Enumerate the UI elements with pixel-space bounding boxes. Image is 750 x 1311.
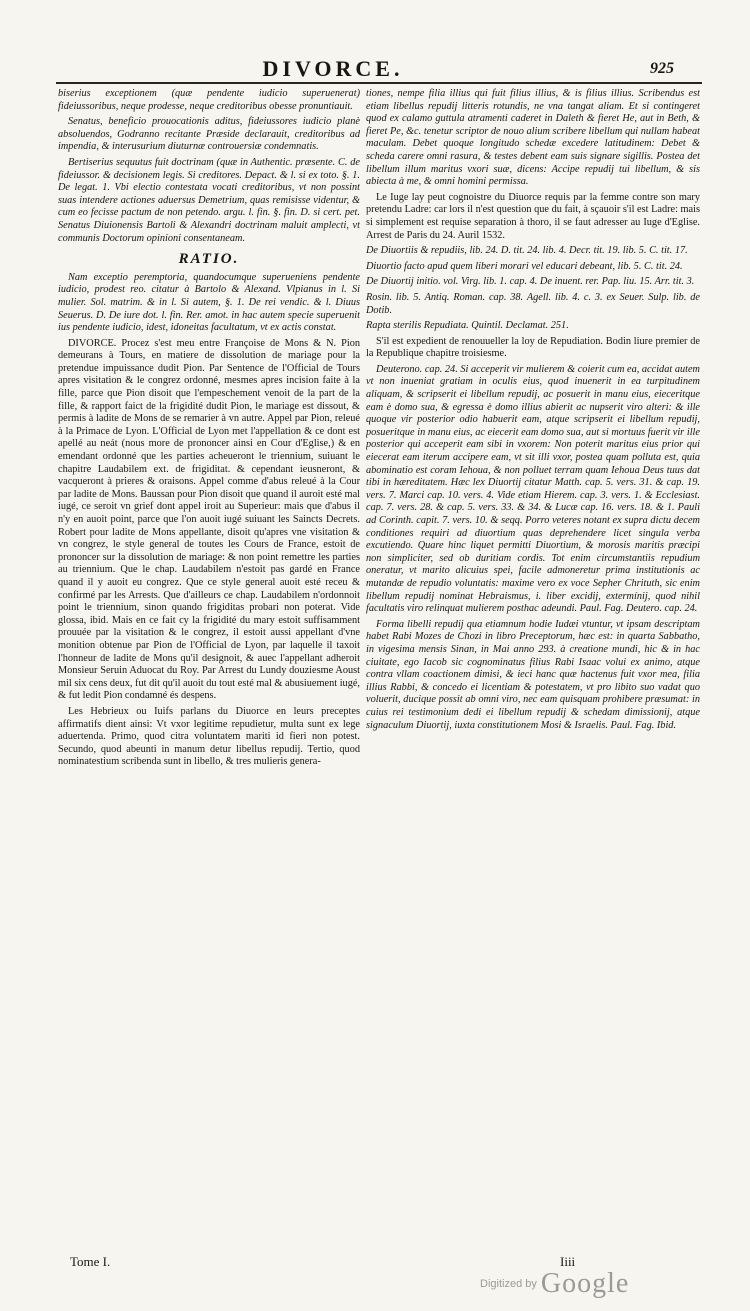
reference-line: De Diuortiis & repudiis, lib. 24. D. tit. 24. lib. 4. Decr. tit. 19. lib. 5. C. tit. 17.	[366, 245, 688, 257]
google-logo: Google	[540, 1268, 630, 1299]
paragraph	[58, 338, 360, 703]
footer-signature: Iiii	[560, 1254, 576, 1269]
paragraph: Deuterono. cap. 24. Si acceperit vir mulierem & coierit cum ea, accidat autem vt non inueniat gratiam in oculis eius, quod inuenerit in ea turpitudinem aliquam, & scripserit ei libellum repudij, ac posuerit in manu eius, eieceritque eam è domo sua, & egressa è domo illius abierit ac nupserit viro alteri: & ille quoque vir posterior odio habuerit eam, atque scripserit ei libellum repudij, posueritque in manu eius, ac eiecerit eam domo sua, aut si mortuus fuerit vir ille posterior qui acceperit eam sibi in vxorem: Non poterit maritus eius prior qui eiecerat eam iterum accipere eam, vt sit illi vxor, postea quam polluta est, quia abominatio est coram Iehoua, & non polluet terram quam Iehoua Deus tuus dat tibi in hæreditatem. Hæc lex Diuortij citatur Matth. cap. 5. vers. 31. & cap. 19. vers. 7. Marci cap. 10. vers. 4. Vide etiam Hierem. cap. 3. vers. 1. & Ecclesiast. cap. 7. vers. 28. & cap. 5. vers. 33. & 34. & Lucæ cap. 16. vers. 18. & 1. Pauli ad Corinth. capit. 7. vers. 10. & seqq. Porro veteres notant ex supra dictu decem conditiones requiri ad diuortium quas deprehendere licet singula verba excutiendo. Quare hinc liquet permitti Diuortium, & morosis maritis præcipi non simpliciter, sed ob duritiam cordis. Tot enim circumstantiis repudium oneratur, vt marito alicuius spei, facile admoneretur prima institutionis ac mutandæ de repudio voluntatis: maxime vero ex voce Sepher Chrituth, sic enim libellum repudij nominat Hebraismus, i. liber excidij, extermínij, quod nihil facultatis viro relinquat mulierem posthac adeundi. Paul. Fag. Deutero. cap. 24.	[366, 363, 700, 615]
digitized-watermark	[480, 1268, 629, 1300]
running-head-title: DIVORCE.	[262, 56, 404, 81]
reference-line: De Diuortij initio. vol. Virg. lib. 1. cap. 4. De inuent. rer. Pap. liu. 15. Arr. tit. 3.	[366, 276, 695, 288]
reference-line: Diuortio facto apud quem liberi morari vel educari debeant, lib. 5. C. tit. 24.	[366, 260, 683, 272]
reference-line: Rosin. lib. 5. Antiq. Roman. cap. 38. Agell. lib. 4. c. 3. ex Seuer. Sulp. lib. de Dotib.	[366, 291, 700, 316]
lead-word: DIVORCE.	[68, 337, 117, 349]
left-column	[58, 88, 360, 1273]
paragraph: S'il est expedient de renouueller la loy de Repudiation. Bodin liure premier de la Republique chapitre troisiesme.	[366, 335, 700, 360]
paragraph: Les Hebrieux ou Iuifs parlans du Diuorce en leurs preceptes affirmatifs dient ainsi: Vt vxor legitime repudietur, multa sunt ex lege aduertenda. Primo, quod citra voluntatem mariti id fieri non potest. Secundo, quod abeunti in manum detur libellus repudij. Tertio, quod nominatestium scribenda sunt in libello, & tres mulieris genera-	[58, 705, 360, 768]
paragraph: Le Iuge lay peut cognoistre du Diuorce requis par la femme contre son mary pretendu Ladre: car lors il n'est question que du fait, à sçauoir s'il est Ladre: mais si simplement est requise separation à thoro, il se faut adresser au Iuge d'Eglise. Arrest de Paris du 24. Auril 1532.	[366, 191, 700, 241]
paragraph: Nam exceptio peremptoria, quandocumque superueniens pendente iudicio, prodest reo. citatur à Bartolo & Alexand. Vlpianus in l. Si mulier. Sol. matrim. & in l. Si autem, §. 1. De rei vendic. & l. Diuus Seuerus. D. De iure dot. l. fin. Rer. amot. in hac autem specie superuenit ius pendente iudicio, idest, idoneitas facultatum, vt ex actis constat.	[58, 271, 360, 334]
page-number: 925	[650, 60, 674, 77]
right-column	[366, 88, 700, 1273]
header-rule	[56, 82, 702, 84]
watermark-prefix: Digitized by	[480, 1278, 537, 1290]
paragraph: Senatus, beneficio prouocationis aditus, fideiussores iudicio planè absoluendos, Godranno recitante Præside declarauit, creditoribus ad impendia, & interusurium diuturnæ controuersiæ condemnatis.	[58, 116, 360, 153]
reference-line: Rapta sterilis Repudiata. Quintil. Declamat. 251.	[366, 320, 569, 332]
paragraph: Bertiserius sequutus fuit doctrinam (quæ in Authentic. præsente. C. de fideiussor. & decisionem legis. Si creditores. Depact. & l. si ex toto. §. 1. De legat. 1. Vbi electio contestata vocati creditoribus, vt non possint suas intendere actiones aduersus Demetrium, quas remisisse videntur, & cum eo fecisse pactum de non petendo. argu. l. fin. §. fin. D. si cert. pet. Senatus Diuionensis Bartoli & Alexandri doctrinam maluit amplecti, vt communis Doctorum opinioni consentaneam.	[58, 156, 360, 244]
paragraph: biserius exceptionem (quæ pendente iudicio superuenerat) fideiussoribus, neque prodesse, neque creditoribus obesse pronuntiauit.	[58, 88, 360, 112]
paragraph-text: Procez s'est meu entre Françoise de Mons & N. Pion demeurans à Tours, en matiere de dissolution de mariage pour la pretendue impuissance dudit Pion. Par Sentence de l'Official de Tours apres visitation & le congrez ordonné, mesmes apres incision faite à la fille, parce que Pion disoit que l'empeschement venoit de la part de la fille, & rapport faict de la frigidité dudit Pion, le mariage est dissout, & permis à ladite de Mons de se remarier à vn autre. Appel par Pion, releué à la Primace de Lyon. L'Official de Lyon met l'appellation & ce dont est apellé au neát (nous more de prononcer ainsi en Cour d'Eglise,) & en emendant ordonné que les parties acheueront le triennium, suiuant le chapitre Laudabilem ext. de frigiditat. & cependant ieusneront, & vacqueront à prieres & oraisons. Appel comme d'abus releué à la Cour par ladite de Mons. Baussan pour Pion disoit que quand il auroit esté mal iugé, ce seroit vn grief dont appel iroit au Superieur: mais que d'abus il n'y en auoit point, parce que l'on auoit iugé suiuant les Saincts Decrets. Robert pour ladite de Mons appellante, disoit qu'apres vne visitation & vn congrez, le style general de toutes les Cours de France, estoit de prononcer sur la dissolution de mariage: & non point remettre les parties au triennium. Que le chap. Laudabilem n'estoit pas gardé en France quand il y auoit eu congrez. Que ce style general auoit esté receu & confirmé par les Arrests. Que d'ailleurs ce chap. Laudabilem n'ordonnoit point le triennium, sinon quando frigiditas probari non poterat. Vide glossa, ibid. Mais en ce fait cy la frigidité du mary estoit suffisamment prouuée par la visitation & le congrez, il estoit aussi appellant d'vne monition obtenue par Pion de l'Official de Lyon, par laquelle il taxoit l'honneur de ladite de Mons qu'il designoit, & auec l'appellant adheroit Monsieur Seruin Aduocat du Roy. Par Arrest du Lundy douziesme Aoust mil six cens deux, fut dit qu'il auoit du tout esté mal & abusiuement iugé, & fut ledit Pion condamné és despens.	[58, 337, 360, 702]
section-heading-ratio: RATIO.	[178, 251, 240, 268]
paragraph: Forma libelli repudij qua etiamnum hodie Iudæi vtuntur, vt ipsam descriptam habet Rabi Mozes de Chozi in libro Preceptorum, hæc est: in quarta Sabbatho, in vigesima mensis Sinan, in Mai anno 293. à creatione mundi, hic & in hac ciuitate, ego Iacob sic cognominatus filius Rabi Isaac volui ex animo, atque contra vllam coactionem dimisi, & ieci hanc quæ hactenus fuit vxor mea, filia illius Rabbi, & concedo ei licentiam & potestatem, vt pro libito suo vadat quo voluerit, ducique possit ab omni viro, nec eam quisquam prohibere præsumat: in cuius rei testimonium dedi ei libellum repudij & schedam dimissionij, atque signaculum Diuortij, iuxta constitutionem Mosi & Israelis. Paul. Fag. Ibid.	[366, 618, 700, 731]
paragraph: tiones, nempe filia illius qui fuit filius illius, & is filius illius. Scribendus est etiam libellus repudij litteris rotundis, ne vna tangat aliam. Et si contingeret quod ex calamo guttula atramenti caderet in Daleth & fieret He, aut in Beth, & fieret Pe, &c. tenetur scriptor de nouo alium scribere libellum qui nullam habeat maculam. Debet quoque longitudo schedæ excedere latitudinem: Debet & scheda carere omni rasura, & testes debent eam suis signare sigillis. Postea det libellum illum maritus vxori suæ, dicens: Accipe repudij tui libellum, & sis abiecta à me, & omni homini permissa.	[366, 88, 700, 188]
footer-tome: Tome I.	[70, 1254, 111, 1269]
